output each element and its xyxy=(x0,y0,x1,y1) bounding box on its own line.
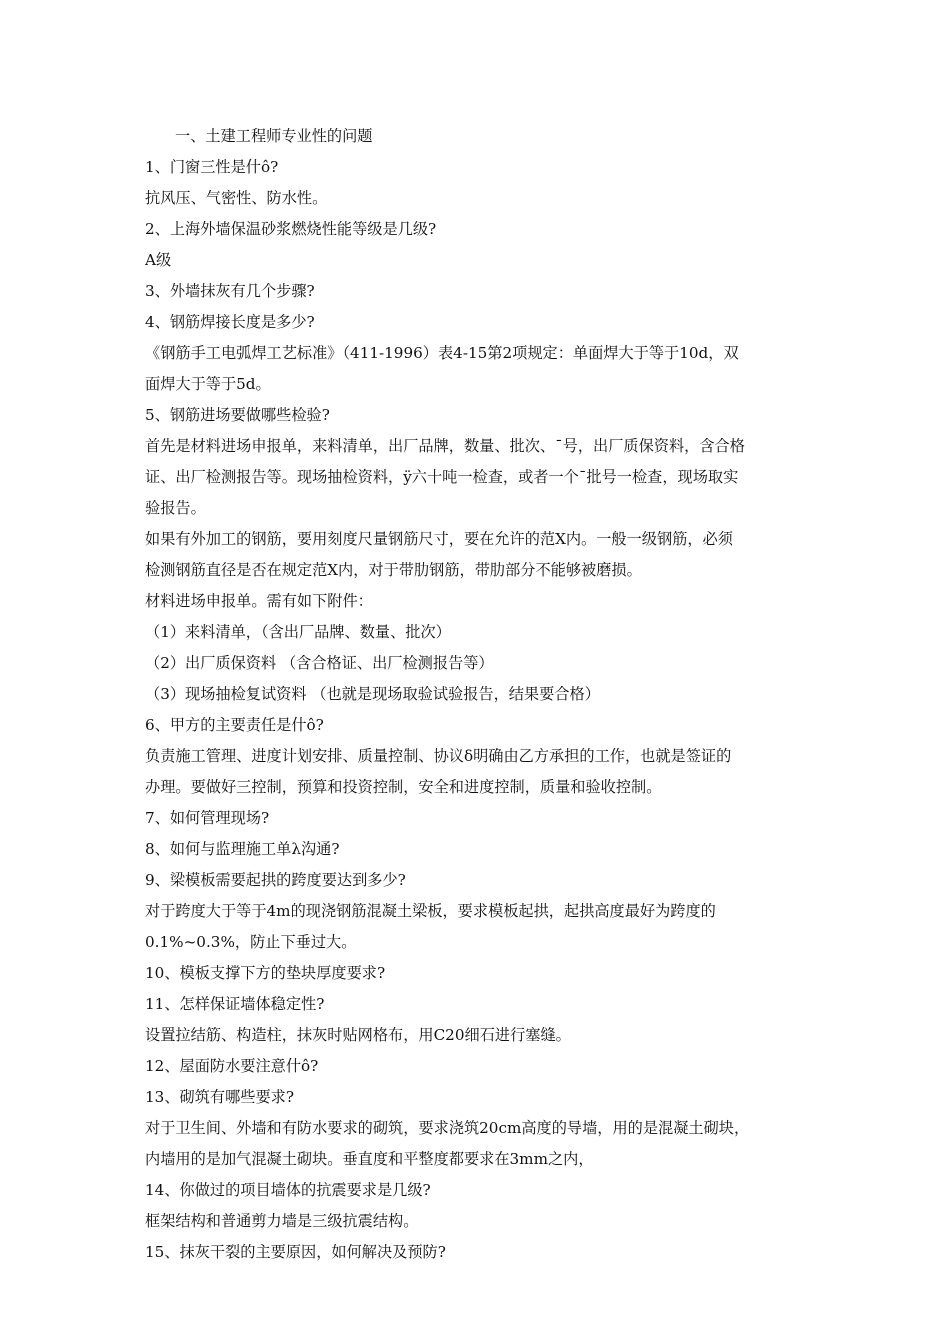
answer-6-line-1: 负责施工管理、进度计划安排、质量控制、协议δ明确由乙方承担的工作，也就是签证的 xyxy=(145,747,732,765)
document-body xyxy=(145,121,815,1268)
question-3: 3、外墙抹灰有几个步骤? xyxy=(145,282,315,300)
answer-5-line-5: 检测钢筋直径是否在规定范Χ内，对于带肋钢筋，带肋部分不能够被磨损。 xyxy=(145,561,642,579)
question-6: 6、甲方的主要责任是什ô? xyxy=(145,716,324,734)
answer-13-line-2: 内墙用的是加气混凝土砌块。垂直度和平整度都要求在3mm之内， xyxy=(145,1150,594,1168)
question-15: 15、抹灰干裂的主要原因，如何解决及预防? xyxy=(145,1243,446,1261)
answer-9-line-1: 对于跨度大于等于4m的现浇钢筋混凝土梁板，要求模板起拱，起拱高度最好为跨度的 xyxy=(145,902,716,920)
question-4: 4、钢筋焊接长度是多少? xyxy=(145,313,315,331)
attachment-item-3: （3）现场抽检复试资料 （也就是现场取验试验报告，结果要合格） xyxy=(145,685,600,703)
attachment-item-2: （2）出厂质保资料 （含合格证、出厂检测报告等） xyxy=(145,654,494,672)
answer-4-line-2: 面焊大于等于5d。 xyxy=(145,375,271,393)
question-11: 11、怎样保证墙体稳定性? xyxy=(145,995,325,1013)
answer-5-line-1: 首先是材料进场申报单，来料清单，出厂品牌，数量、批次、¯号，出厂质保资料，含合格 xyxy=(145,437,745,455)
question-8: 8、如何与监理施工单λ沟通? xyxy=(145,840,340,858)
question-14: 14、你做过的项目墙体的抗震要求是几级? xyxy=(145,1181,431,1199)
question-1: 1、门窗三性是什ô? xyxy=(145,158,279,176)
question-10: 10、模板支撑下方的垫块厚度要求? xyxy=(145,964,386,982)
answer-6-line-2: 办理。要做好三控制，预算和投资控制，安全和进度控制，质量和验收控制。 xyxy=(145,778,662,796)
question-5: 5、钢筋进场要做哪些检验? xyxy=(145,406,330,424)
answer-5-line-2: 证、出厂检测报告等。现场抽检资料，ÿ六十吨一检查，或者一个¯批号一检查，现场取实 xyxy=(145,468,739,486)
answer-2: A级 xyxy=(145,251,172,269)
question-13: 13、砌筑有哪些要求? xyxy=(145,1088,294,1106)
question-12: 12、屋面防水要注意什ô? xyxy=(145,1057,319,1075)
answer-5-line-3: 验报告。 xyxy=(145,499,206,517)
question-7: 7、如何管理现场? xyxy=(145,809,270,827)
question-2: 2、上海外墙保温砂浆燃烧性能等级是几级? xyxy=(145,220,437,238)
answer-5-line-4: 如果有外加工的钢筋，要用刻度尺量钢筋尺寸，要在允许的范Χ内。一般一级钢筋，必须 xyxy=(145,530,733,548)
answer-4-line-1: 《钢筋手工电弧焊工艺标准》（411-1996）表4-15第2项规定：单面焊大于等于10d，双 xyxy=(145,344,739,362)
answer-11: 设置拉结筋、构造柱，抹灰时贴网格布，用C20细石进行塞缝。 xyxy=(145,1026,571,1044)
answer-9-line-2: 0.1%~0.3%，防止下垂过大。 xyxy=(145,933,357,951)
answer-13-line-1: 对于卫生间、外墙和有防水要求的砌筑，要求浇筑20cm高度的导墙，用的是混凝土砌块， xyxy=(145,1119,750,1137)
attachment-item-1: （1）来料清单，（含出厂品牌、数量、批次） xyxy=(145,623,451,641)
section-heading: 一、土建工程师专业性的问题 xyxy=(175,127,373,145)
answer-1: 抗风压、气密性、防水性。 xyxy=(145,189,328,207)
question-9: 9、梁模板需要起拱的跨度要达到多少? xyxy=(145,871,406,889)
answer-5-line-6: 材料进场申报单。需有如下附件： xyxy=(145,592,373,610)
answer-14: 框架结构和普通剪力墙是三级抗震结构。 xyxy=(145,1212,419,1230)
